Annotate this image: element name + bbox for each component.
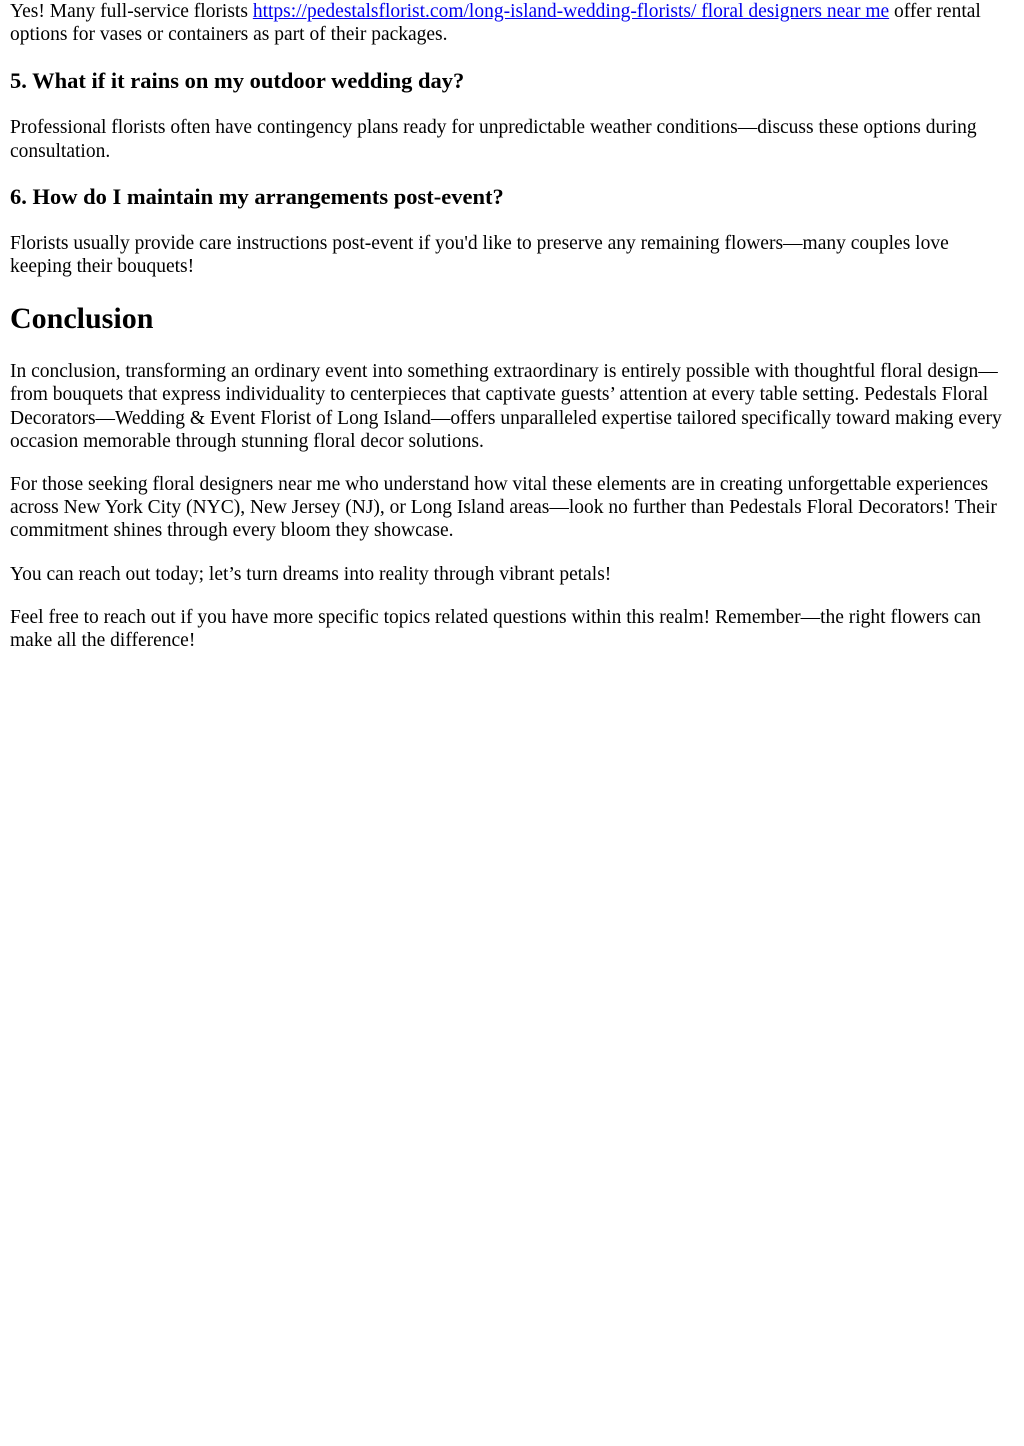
faq-answer-6: Florists usually provide care instructions post-event if you'd like to preserve any remaining flowers—many couples love keeping their bouquets!	[10, 232, 949, 278]
faq-question-5: 5. What if it rains on my outdoor wedding day?	[10, 68, 465, 94]
florist-link[interactable]: https://pedestalsflorist.com/long-island-wedding-florists/ floral designers near me	[252, 1, 890, 22]
intro-text-after-link: offer rental options for vases or containers as part of their packages.	[10, 1, 981, 46]
faq-question-6: 6. How do I maintain my arrangements post-event?	[10, 183, 504, 209]
conclusion-paragraph-2: For those seeking floral designers near me who understand how vital these elements are in creating unforgettable experiences across New York City (NYC), New Jersey (NJ), or Long Island areas—look no further than Pedestals Floral Decorators! Their commitment shines through every bloom they showcase.	[10, 474, 997, 542]
conclusion-paragraph-4: Feel free to reach out if you have more specific topics related questions within this realm! Remember—the right flowers can make all the difference!	[10, 606, 981, 652]
intro-paragraph	[10, 0, 1014, 46]
conclusion-paragraph-3: You can reach out today; let’s turn dreams into reality through vibrant petals!	[10, 563, 612, 585]
conclusion-heading: Conclusion	[10, 302, 154, 336]
faq-answer-5: Professional florists often have contingency plans ready for unpredictable weather conditions—discuss these options during consultation.	[10, 117, 977, 162]
intro-text-before-link: Yes! Many full-service florists	[10, 1, 253, 22]
conclusion-paragraph-1: In conclusion, transforming an ordinary event into something extraordinary is entirely possible with thoughtful floral design—from bouquets that express individuality to centerpieces that captivate guests’ attention at every table setting. Pedestals Floral Decorators—Wedding & Event Florist of Long Island—offers unparalleled expertise tailored specifically toward making every occasion memorable through stunning floral decor solutions.	[10, 361, 1002, 452]
